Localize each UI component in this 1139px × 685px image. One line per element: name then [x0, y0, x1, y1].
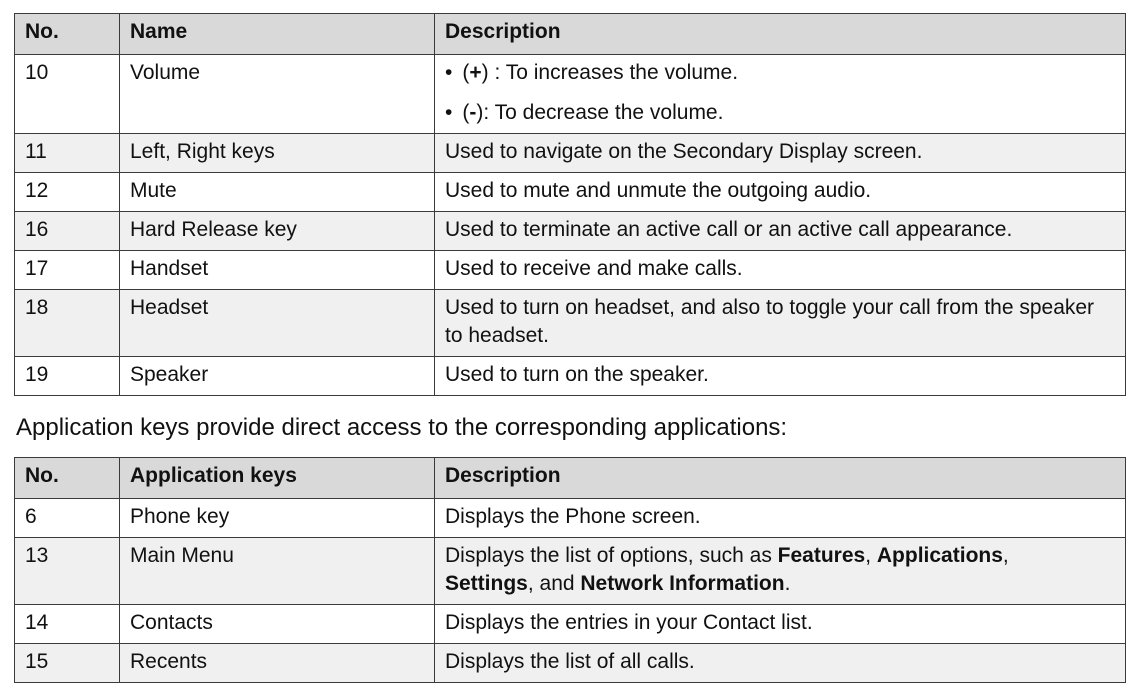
table-row	[15, 499, 1126, 538]
header-application-keys: Application keys	[120, 458, 435, 499]
cell-no: 16	[15, 212, 120, 251]
table-header-row	[15, 458, 1126, 499]
cell-description: Displays the Phone screen.	[435, 499, 1126, 538]
cell-name: Recents	[120, 644, 435, 683]
header-description: Description	[435, 458, 1126, 499]
cell-no: 13	[15, 538, 120, 605]
cell-no: 19	[15, 357, 120, 396]
intro-paragraph: Application keys provide direct access to the corresponding applications:	[16, 414, 788, 441]
cell-name: Handset	[120, 251, 435, 290]
table-row	[15, 605, 1126, 644]
cell-name: Left, Right keys	[120, 134, 435, 173]
table-row	[15, 134, 1126, 173]
cell-name: Volume	[120, 55, 435, 134]
bullet-item: • (-): To decrease the volume.	[445, 101, 724, 124]
keys-table	[14, 13, 1126, 396]
cell-name: Hard Release key	[120, 212, 435, 251]
header-no: No.	[15, 458, 120, 499]
table-row	[15, 212, 1126, 251]
cell-no: 18	[15, 290, 120, 357]
cell-no: 10	[15, 55, 120, 134]
cell-no: 17	[15, 251, 120, 290]
cell-description: Used to navigate on the Secondary Display screen.	[435, 134, 1126, 173]
table-header-row	[15, 14, 1126, 55]
cell-name: Mute	[120, 173, 435, 212]
table-row	[15, 357, 1126, 396]
cell-no: 15	[15, 644, 120, 683]
table-row	[15, 173, 1126, 212]
table-row	[15, 538, 1126, 605]
header-description: Description	[435, 14, 1126, 55]
table-row	[15, 55, 1126, 134]
cell-no: 11	[15, 134, 120, 173]
cell-description	[435, 55, 1126, 134]
cell-name: Phone key	[120, 499, 435, 538]
cell-no: 12	[15, 173, 120, 212]
cell-description: Used to turn on headset, and also to toggle your call from the speaker to headset.	[435, 290, 1126, 357]
header-name: Name	[120, 14, 435, 55]
application-keys-table	[14, 457, 1126, 683]
cell-no: 6	[15, 499, 120, 538]
cell-description: Used to turn on the speaker.	[435, 357, 1126, 396]
bullet-item: • (+) : To increases the volume.	[445, 61, 739, 84]
cell-description: Displays the list of all calls.	[435, 644, 1126, 683]
table-row	[15, 644, 1126, 683]
table-row	[15, 290, 1126, 357]
cell-description: Displays the list of options, such as Features, Applications, Settings, and Network Information.	[435, 538, 1126, 605]
header-no: No.	[15, 14, 120, 55]
cell-no: 14	[15, 605, 120, 644]
cell-description: Displays the entries in your Contact list.	[435, 605, 1126, 644]
cell-name: Contacts	[120, 605, 435, 644]
cell-name: Headset	[120, 290, 435, 357]
cell-name: Main Menu	[120, 538, 435, 605]
cell-name: Speaker	[120, 357, 435, 396]
cell-description: Used to mute and unmute the outgoing audio.	[435, 173, 1126, 212]
cell-description: Used to terminate an active call or an active call appearance.	[435, 212, 1126, 251]
cell-description: Used to receive and make calls.	[435, 251, 1126, 290]
table-row	[15, 251, 1126, 290]
